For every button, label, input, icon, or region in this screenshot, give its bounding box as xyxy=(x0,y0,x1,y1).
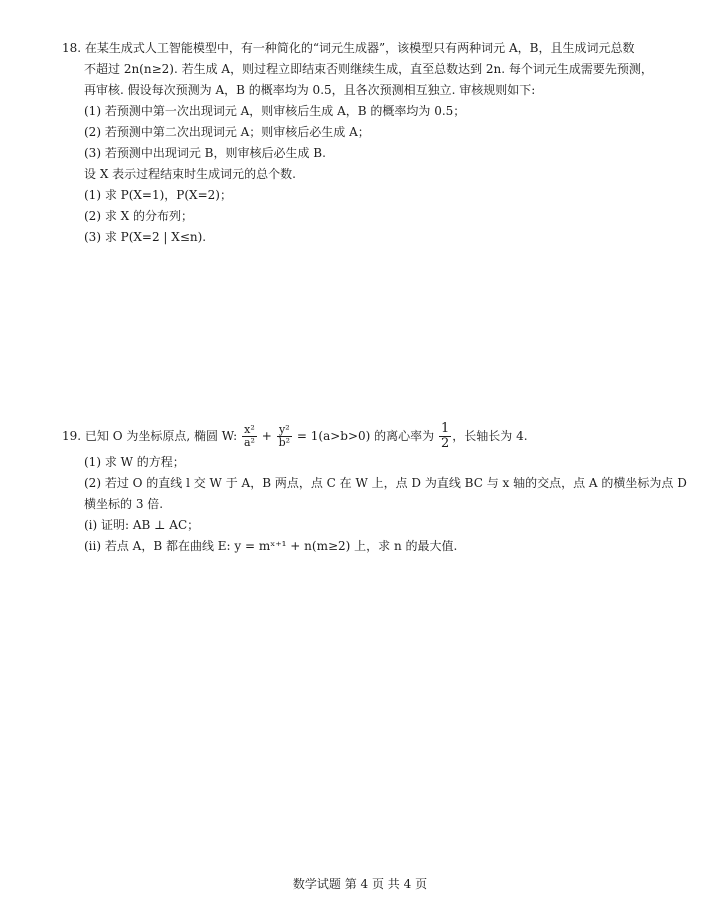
fraction-x2-a2 xyxy=(242,424,257,449)
q18-rule-3: (3) 若预测中出现词元 B，则审核后必生成 B. xyxy=(84,146,326,160)
fraction-y2-b2 xyxy=(277,424,292,449)
q18-line-3: 再审核. 假设每次预测为 A，B 的概率均为 0.5，且各次预测相互独立. 审核规则如下: xyxy=(84,83,536,97)
q18-rule-2: (2) 若预测中第二次出现词元 A；则审核后必生成 A； xyxy=(84,125,370,139)
fraction-denominator: b² xyxy=(278,436,291,449)
q19-line-1 xyxy=(62,422,528,451)
q18-line-2: 不超过 2n(n≥2). 若生成 A，则过程立即结束否则继续生成，直至总数达到 2n. 每个词元生成需要先预测， xyxy=(84,62,653,76)
q19-part-2-cont: 横坐标的 3 倍. xyxy=(84,497,164,511)
q18-define-x: 设 X 表示过程结束时生成词元的总个数. xyxy=(84,167,296,181)
fraction-one-half xyxy=(439,422,451,451)
fraction-numerator: x² xyxy=(242,424,257,437)
plus-sign: + xyxy=(257,429,276,443)
page-footer: 数学试题 第 4 页 共 4 页 xyxy=(292,877,428,891)
q19-part-2: (2) 若过 O 的直线 l 交 W 于 A，B 两点，点 C 在 W 上，点 D 为直线 BC 与 x 轴的交点，点 A 的横坐标为点 D xyxy=(84,476,687,490)
q18-line-1: 18. 在某生成式人工智能模型中，有一种简化的“词元生成器”，该模型只有两种词元 A，B，且生成词元总数 xyxy=(62,41,635,55)
q19-intro: 19. 已知 O 为坐标原点, 椭圆 W: xyxy=(62,429,241,443)
fraction-numerator: y² xyxy=(277,424,292,437)
q19-part-1: (1) 求 W 的方程； xyxy=(84,455,185,469)
fraction-denominator: a² xyxy=(243,436,255,449)
fraction-numerator: 1 xyxy=(440,421,450,436)
q18-part-3: (3) 求 P(X=2 | X≤n). xyxy=(84,230,207,244)
q19-part-ii: (ii) 若点 A，B 都在曲线 E: y = mˣ⁺¹ + n(m≥2) 上，求 n 的最大值. xyxy=(84,539,458,553)
q19-major-axis: ，长轴长为 4. xyxy=(452,429,528,443)
q18-part-2: (2) 求 X 的分布列； xyxy=(84,209,193,223)
fraction-denominator: 2 xyxy=(440,436,450,451)
q19-part-i: (i) 证明: AB ⊥ AC； xyxy=(84,518,200,532)
q19-equation-rest: = 1(a>b>0) 的离心率为 xyxy=(293,429,438,443)
q18-rule-1: (1) 若预测中第一次出现词元 A，则审核后生成 A，B 的概率均为 0.5； xyxy=(84,104,466,118)
q18-part-1: (1) 求 P(X=1)，P(X=2)； xyxy=(84,188,232,202)
